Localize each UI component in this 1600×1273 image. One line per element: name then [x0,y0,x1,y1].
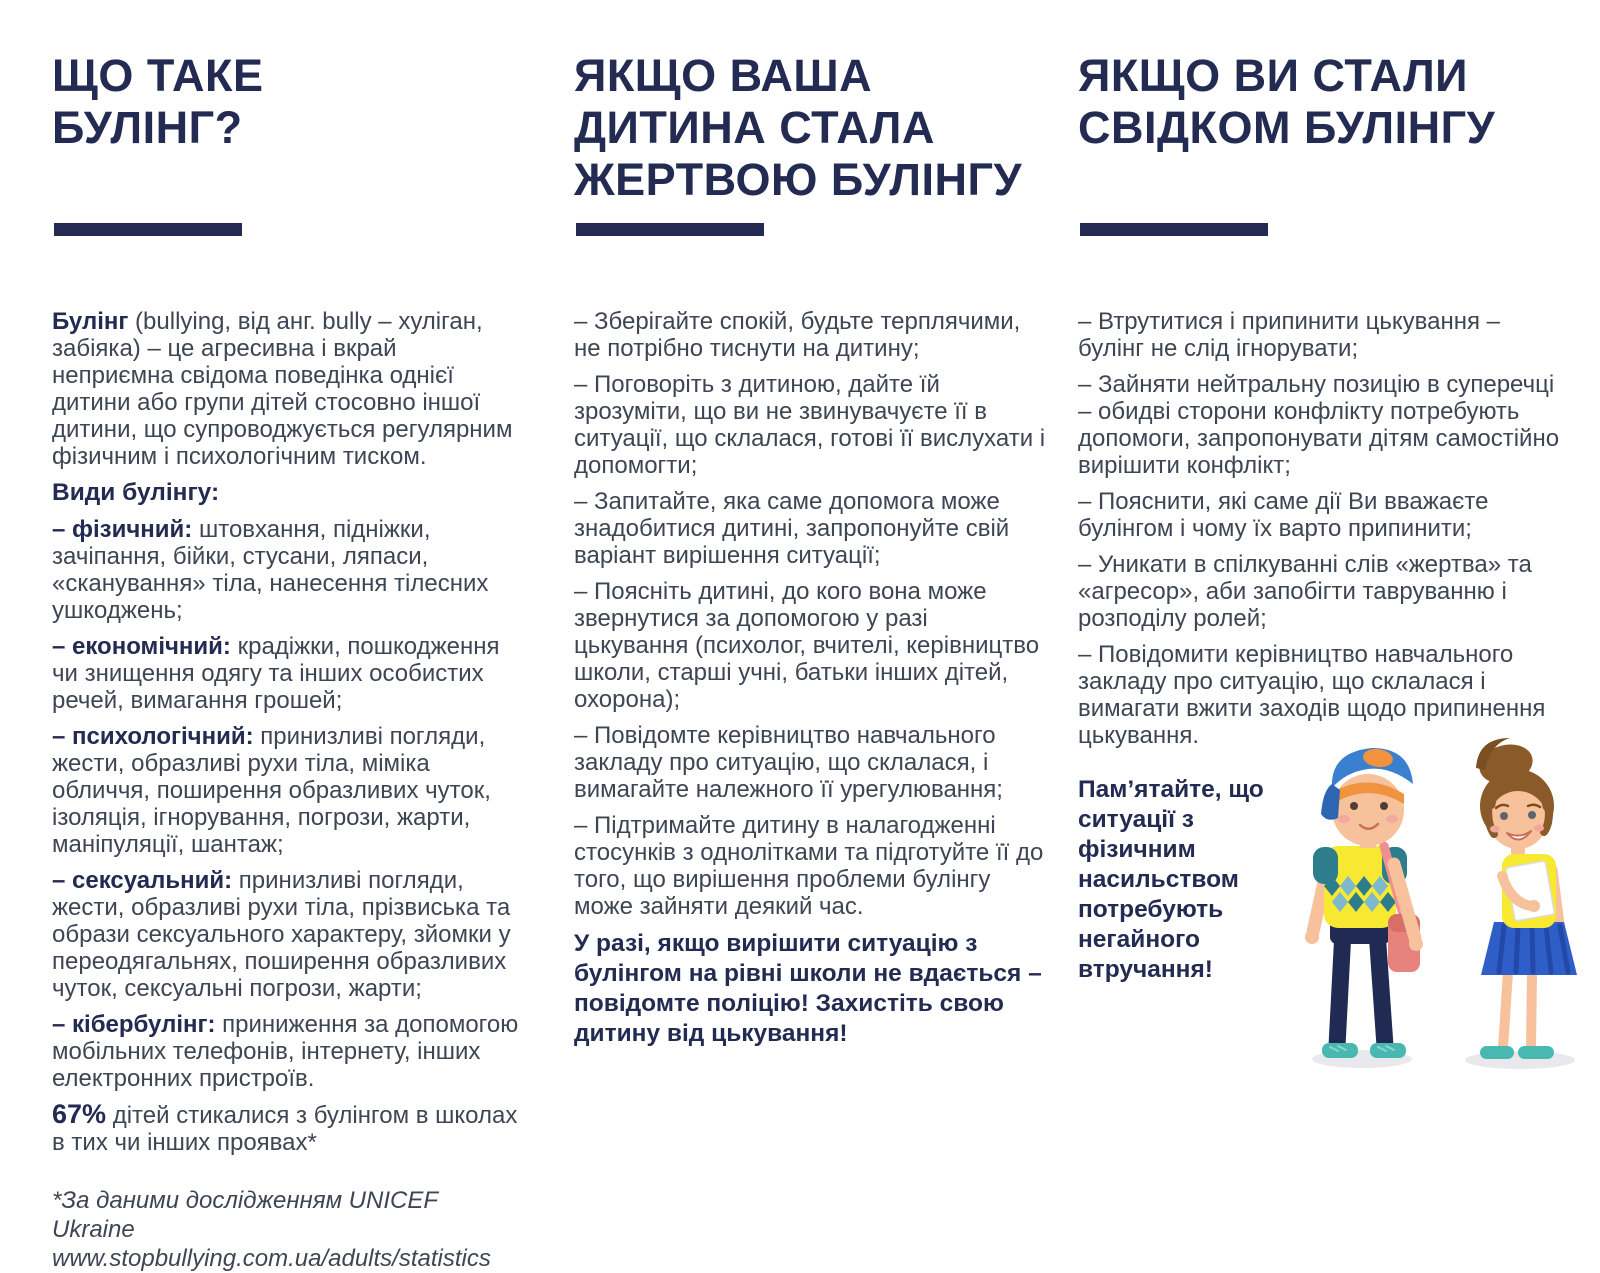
column-what-is-bullying [52,50,520,1273]
definition-term: Булінг [52,308,129,335]
statistic-text: дітей стикалися з булінгом в школах в тих чи інших проявах* [52,1102,518,1156]
column2-header [574,50,1048,236]
advice-item: – Запитайте, яка саме допомога може знадобитися дитині, запропонуйте свій варіант вирішення ситуації; [574,488,1010,569]
statistic-line [52,1101,520,1156]
source-footnote: *За даними дослідженням UNICEF Ukraine www.stopbullying.com.ua/adults/statistics [52,1187,491,1272]
type-text: приниження за допомогою мобільних телефонів, інтернету, інших електронних пристроїв. [52,1011,519,1092]
types-subheading: Види булінгу: [52,479,220,506]
type-label: – економічний: [52,633,231,660]
title-underline-bar [1080,223,1268,236]
column1-title: ЩО ТАКЕ БУЛІНГ? [52,50,264,154]
type-label: – сексуальний: [52,867,233,894]
column2-title: ЯКЩО ВАША ДИТИНА СТАЛА ЖЕРТВОЮ БУЛІНГУ [574,50,1022,206]
advice-item: – Повідомити керівництво навчального закладу про ситуацію, що склалася і вимагати вжити заходів щодо припинення цькування. [1078,641,1546,749]
advice-item: – Повідомте керівництво навчального закладу про ситуацію, що склалася, і вимагайте належного її урегулювання; [574,722,1003,803]
advice-item: – Втрутитися і припинити цькування – булінг не слід ігнорувати; [1078,308,1501,362]
type-label: – фізичний: [52,516,193,543]
type-text: принизливі погляди, жести, образливі рухи тіла, прізвиська та образи сексуального характеру, зйомки у переодягальнях, поширення образливих чуток, сексуальні погрози, жарти; [52,867,511,1002]
definition-text: (bullying, від анг. bully – хуліган, забіяка) – це агресивна і вкрай неприємна свідома поведінка однієї дитини або групи дітей стосовно іншої дитини, що супроводжується регулярним фізичним і психологічним тиском. [52,308,513,470]
advice-item: – Уникати в спілкуванні слів «жертва» та «агресор», аби запобігти тавруванню і розподілу ролей; [1078,551,1532,632]
advice-item: – Поясніть дитині, до кого вона може звернутися за допомогою у разі цькування (психолог, вчителі, керівництво школи, старші учні, батьки інших дітей, охорона); [574,578,1040,713]
bullying-definition [52,308,520,470]
column3-header [1078,50,1570,236]
advice-item: – Поговоріть з дитиною, дайте їй зрозуміти, що ви не звинувачуєте її в ситуації, що склалася, готові її вислухати і допомогти; [574,371,1046,479]
two-children-illustration [1280,718,1600,1138]
police-call-to-action: У разі, якщо вирішити ситуацію з булінгом на рівні школи не вдається – повідомте поліцію! Захистіть свою дитину від цькування! [574,930,1042,1047]
title-underline-bar [576,223,764,236]
type-label: – психологічний: [52,723,254,750]
girl-illustration [1465,738,1577,1069]
advice-item: – Зберігайте спокій, будьте терплячими, не потрібно тиснути на дитину; [574,308,1021,362]
title-underline-bar [54,223,242,236]
type-text: принизливі погляди, жести, образливі рухи тіла, міміка обличчя, поширення образливих чуток, ізоляція, ігнорування, погрози, жарти, маніпуляції, шантаж; [52,723,491,858]
bullying-type-sexual [52,867,520,1002]
advice-item: – Зайняти нейтральну позицію в суперечці – обидві сторони конфлікту потребують допомоги, запропонувати дітям самостійно вирішити конфлікт; [1078,371,1560,479]
bullying-type-psychological [52,723,520,858]
physical-violence-note: Пам’ятайте, що ситуації з фізичним насильством потребують негайного втручання! [1078,776,1264,983]
column-child-victim [574,50,1048,1049]
column3-title: ЯКЩО ВИ СТАЛИ СВІДКОМ БУЛІНГУ [1078,50,1496,154]
boy-illustration [1305,747,1423,1068]
statistic-percent: 67% [52,1099,107,1129]
type-label: – кібербулінг: [52,1011,216,1038]
advice-item: – Підтримайте дитину в налагодженні стосунків з однолітками та підготуйте її до того, що вирішення проблеми булінгу може зайняти деякий час. [574,812,1044,920]
column1-header [52,50,520,236]
advice-item: – Пояснити, які саме дії Ви вважаєте булінгом і чому їх варто припинити; [1078,488,1489,542]
type-text: штовхання, підніжки, зачіпання, бійки, стусани, ляпаси, «сканування» тіла, нанесення тілесних ушкоджень; [52,516,489,624]
bullying-type-economic [52,633,520,714]
bullying-type-cyber [52,1011,520,1092]
type-text: крадіжки, пошкодження чи знищення одягу та інших особистих речей, вимагання грошей; [52,633,500,714]
bullying-type-physical [52,516,520,624]
